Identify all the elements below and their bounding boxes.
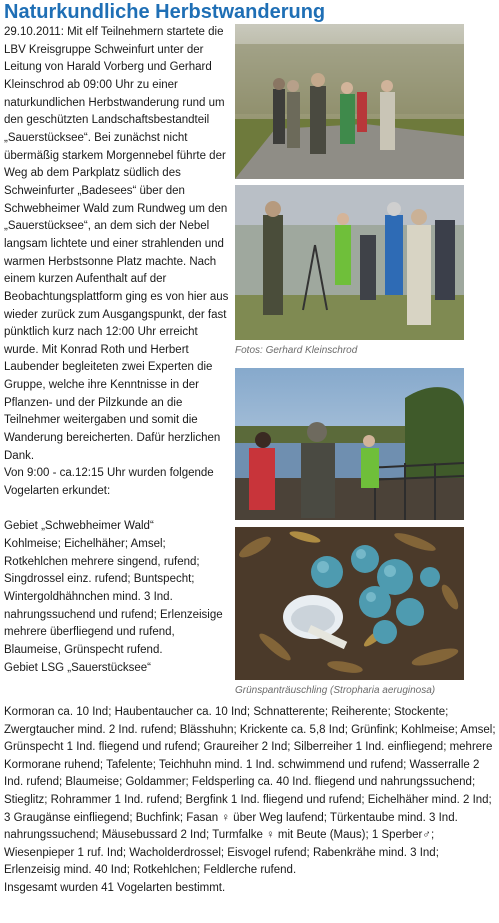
wald-species: Kohlmeise; Eichelhäher; Amsel; Rotkehlchen mehrere singend, rufend; Singdrossel einz. rufend; Buntspecht; Wintergoldhähnchen mind. 3 Ind. nahrungssuchend und rufend; Erlenzeisige mehrere überfliegend und rufend, Blaumeise, Grünspecht rufend. (4, 538, 223, 656)
photo-credit-caption: Fotos: Gerhard Kleinschrod (235, 345, 358, 356)
photo-observation-platform (235, 368, 464, 520)
intro-paragraph: 29.10.2011: Mit elf Teilnehmern startete die LBV Kreisgruppe Schweinfurt unter der Leitung von Harald Vorberg und Gerhard Kleinschrod ab 09:00 Uhr zu einer naturkundlichen Herbstwanderung rund um den geschützten Landschaftsbestandteil „Sauerstücksee“. Bei zunächst nicht übermäßig starkem Morgennebel führte der Weg ab dem Parkplatz südlich des Schweinfurter „Badesees“ über den Schwebheimer Wald zum Rundweg um den „Sauerstücksee“, an dem sich der Nebel langsam lichtete und einer strahlenden und warmen Herbstsonne Platz machte. Nach einem kurzen Aufenthalt auf der Beobachtungsplattform ging es von hier aus wieder zurück zum Ausgangspunkt, der fast pünktlich kurz nach 12:00 Uhr erreicht wurde. Mit Konrad Roth und Herbert Laubender begleiteten zwei Experten die Gruppe, welche ihre Kenntnisse in der Pflanzen- und der Pilzkunde an die Teilnehmer weitergaben und somit die Wanderung bereicherten. Dafür herzlichen Dank. (4, 26, 229, 462)
lsg-species: Kormoran ca. 10 Ind; Haubentaucher ca. 10 Ind; Schnatterente; Reiherente; Stockente; Zwergtaucher mind. 2 Ind. rufend; Blässhuhn; Krickente ca. 5,8 Ind; Grünfink; Kohlmeise; Amsel; Grünspecht 1 Ind. fliegend und rufend; Graureiher 2 Ind; Silberreiher 1 Ind. einfliegend; mehrere Kormorane ruhend; Tafelente; Teichhuhn mind. 1 Ind. schwimmend und rufend; Wasserralle 2 Ind. rufend; Blaumeise; Goldammer; Feldsperling ca. 40 Ind. fliegend und nahrungssuchend; Stieglitz; Rohrammer 1 Ind. rufend; Bergfink 1 Ind. fliegend und rufend; Eichelhäher mind. 2 Ind; 3 Graugänse einfliegend; Buchfink; Fasan ♀ über Weg laufend; Türkentaube mind. 3 Ind. nahrungssuchend; Mäusebussard 2 Ind; Turmfalke ♀ mit Beute (Maus); 1 Sperber♂; Wiesenpieper 1 ruf. Ind; Wacholderdrossel; Eisvogel rufend; Rabenkrähe mind. 3 Ind; Erlenzeisig mind. 40 Ind; Rotkehlchen; Feldlerche rufend. (4, 706, 496, 877)
intro-birds-line: Von 9:00 - ca.12:15 Uhr wurden folgende Vogelarten erkundet: (4, 467, 214, 498)
wald-heading: Gebiet „Schwebheimer Wald“ (4, 520, 154, 533)
mushroom-caption: Grünspanträuschling (Stropharia aeruginosa) (235, 685, 436, 696)
photo-group-on-path (235, 24, 464, 179)
photo-mushrooms (235, 527, 464, 680)
page-title: Naturkundliche Herbstwanderung (4, 1, 326, 23)
photo-group-with-scopes (235, 185, 464, 340)
article-full-width-text (4, 704, 496, 898)
summary-line: Insgesamt wurden 41 Vogelarten bestimmt. (4, 881, 226, 894)
lsg-heading: Gebiet LSG „Sauerstücksee“ (4, 661, 152, 674)
article-left-column (4, 24, 232, 677)
